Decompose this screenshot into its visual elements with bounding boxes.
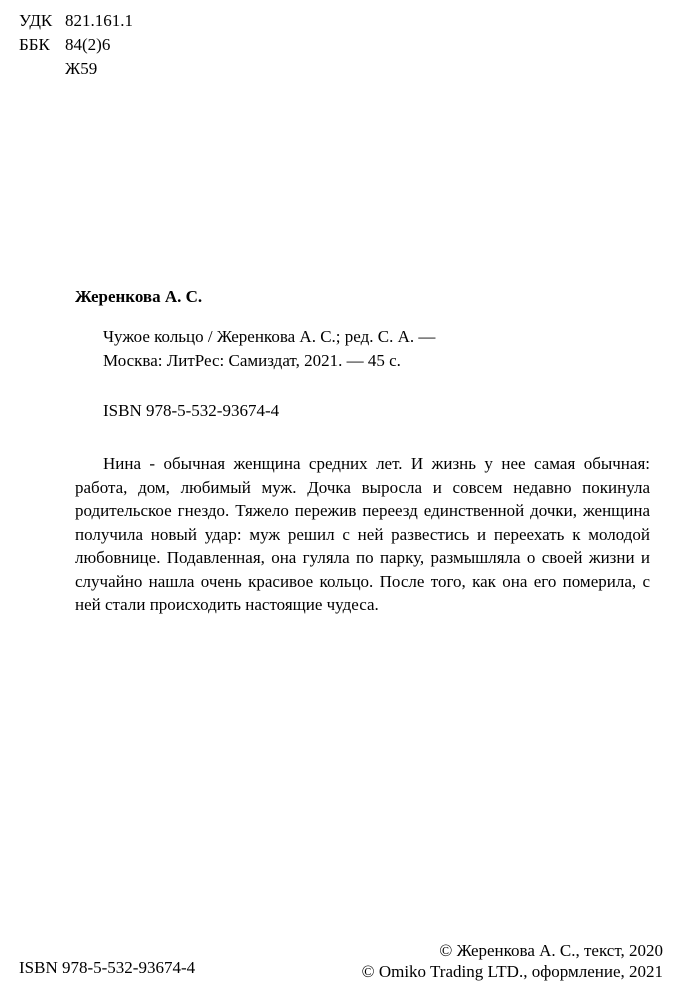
author-heading: Жеренкова А. С. — [75, 287, 203, 306]
copyright-text-line: © Жеренкова А. С., текст, 2020 — [439, 941, 663, 960]
abstract-paragraph: Нина - обычная женщина средних лет. И жизнь у нее самая обычная: работа, дом, любимый муж. Дочка выросла и совсем недавно покинула родительское гнездо. Тяжело пережив переезд единственной дочки, женщина получила новый удар: муж решил с ней развестись и переехать к молодой любовнице. Подавленная, она гуляла по парку, размышляла о своей жизни и случайно нашла очень красивое кольцо. После того, как она его померила, с ней стали происходить настоящие чудеса. — [75, 454, 650, 614]
isbn-line: ISBN 978-5-532-93674-4 — [103, 401, 280, 420]
footer-isbn: ISBN 978-5-532-93674-4 — [19, 958, 196, 977]
bibliographic-line-2: Москва: ЛитРес: Самиздат, 2021. — 45 с. — [103, 351, 401, 370]
copyright-design-line: © Omiko Trading LTD., оформление, 2021 — [361, 962, 663, 981]
bbk-value: 84(2)6 — [65, 35, 111, 54]
bbk-label: ББК — [19, 35, 50, 54]
bibliographic-line-1: Чужое кольцо / Жеренкова А. С.; ред. С. А. — — [103, 327, 436, 346]
author-mark: Ж59 — [65, 59, 98, 78]
bbk-row — [19, 34, 110, 56]
udk-value: 821.161.1 — [65, 11, 133, 30]
udk-label: УДК — [19, 11, 53, 30]
udk-row — [19, 10, 133, 32]
